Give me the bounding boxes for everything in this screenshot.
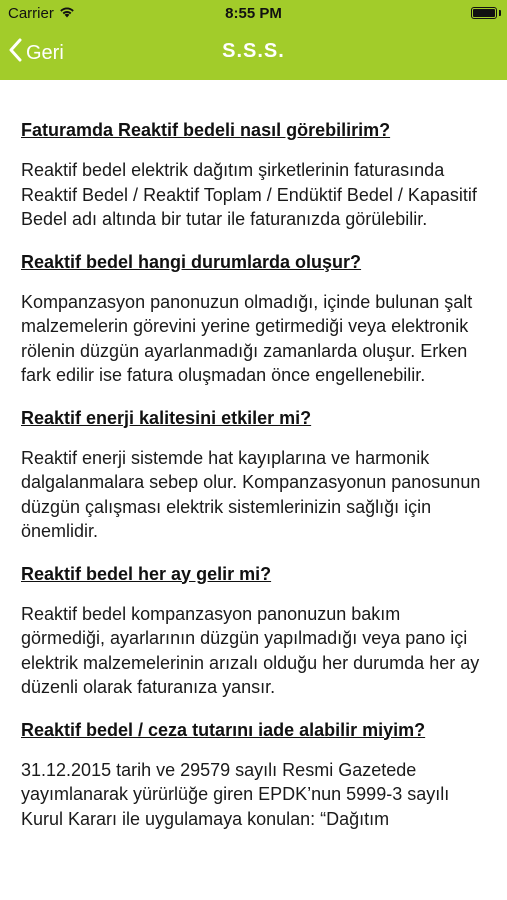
page-title: S.S.S. <box>222 40 285 62</box>
status-bar <box>0 0 507 28</box>
faq-question: Reaktif bedel her ay gelir mi? <box>21 563 272 584</box>
navigation-bar <box>0 28 507 80</box>
status-time: 8:55 PM <box>225 5 282 22</box>
faq-answer: Kompanzasyon panonuzun olmadığı, içinde bulunan şalt malzemelerin görevini yerine getirmediği veya elektronik rölenin düzgün ayarlanmadığı zamanlarda oluşur. Erken fark edilir ise fatura oluşmadan önce engellenebilir. <box>21 291 473 385</box>
faq-item <box>21 118 487 232</box>
faq-question: Reaktif enerji kalitesini etkiler mi? <box>21 407 312 428</box>
back-label: Geri <box>26 41 64 64</box>
faq-question: Reaktif bedel / ceza tutarını iade alabilir miyim? <box>21 719 426 740</box>
battery-icon <box>471 7 497 19</box>
faq-answer: Reaktif bedel kompanzasyon panonuzun bakım görmediği, ayarlarının düzgün yapılmadığı veya pano içi elektrik malzemelerinin arızalı olduğu her durumda her ay düzenli olarak faturanıza yansır. <box>21 603 480 697</box>
battery-cap <box>499 10 501 16</box>
faq-answer: 31.12.2015 tarih ve 29579 sayılı Resmi Gazetede yayımlanarak yürürlüğe giren EPDK’nun 5999-3 sayılı Kurul Kararı ile uygulamaya konulan: “Dağıtım <box>21 759 450 829</box>
faq-content <box>21 118 487 849</box>
faq-item <box>21 718 487 832</box>
faq-question: Faturamda Reaktif bedeli nasıl görebilirim? <box>21 120 391 140</box>
faq-item <box>21 562 487 700</box>
header <box>0 0 507 80</box>
carrier-label: Carrier <box>8 5 54 22</box>
faq-answer: Reaktif enerji sistemde hat kayıplarına ve harmonik dalgalanmalara sebep olur. Kompanzasyonun panosunun düzgün çalışması elektrik sistemlerinizin sağlığı için önemlidir. <box>21 447 481 541</box>
faq-question: Reaktif bedel hangi durumlarda oluşur? <box>21 251 362 272</box>
faq-item <box>21 406 487 544</box>
faq-answer: Reaktif bedel elektrik dağıtım şirketlerinin faturasında Reaktif Bedel / Reaktif Toplam / Endüktif Bedel / Kapasitif Bedel adı altında bir tutar ile faturanızda görülebilir. <box>21 160 477 229</box>
faq-item <box>21 250 487 388</box>
